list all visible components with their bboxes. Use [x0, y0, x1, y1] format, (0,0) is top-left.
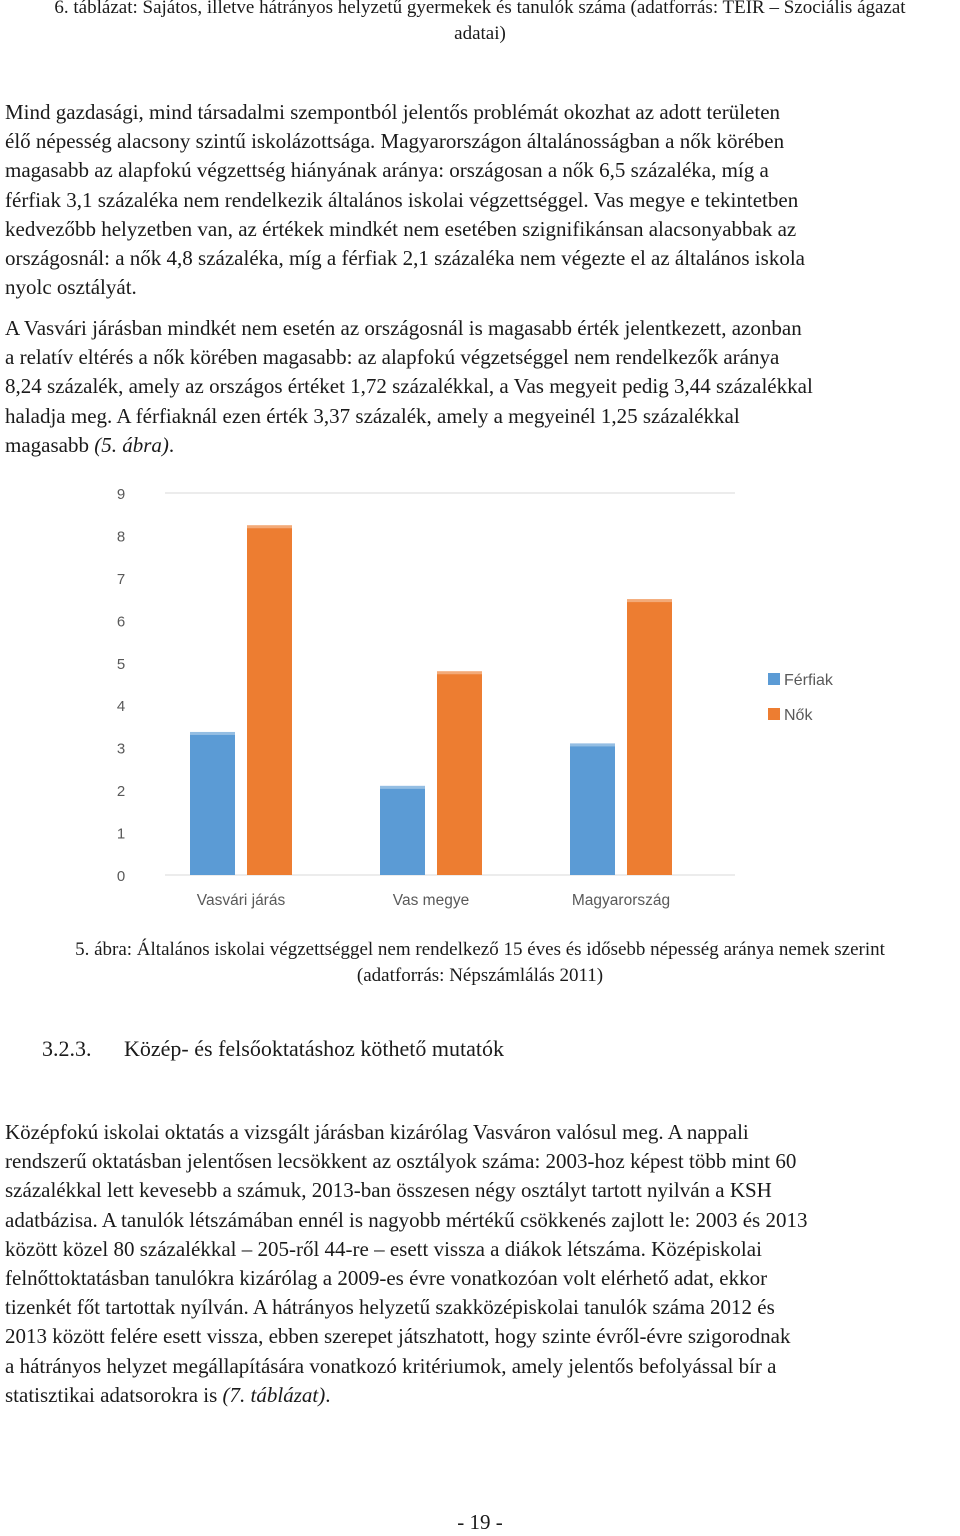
- paragraph-text: statisztikai adatsorokra is: [5, 1382, 223, 1407]
- y-tick-label: 0: [116, 868, 126, 885]
- paragraph-line: Mind gazdasági, mind társadalmi szempontból jelentős problémát okozhat az adott területen: [5, 100, 781, 124]
- section-heading: [42, 1034, 504, 1064]
- paragraph-secondary-education: [5, 1118, 955, 1410]
- section-number: 3.2.3.: [42, 1036, 92, 1061]
- paragraph-line: [5, 431, 955, 460]
- paragraph-line: adatbázisa. A tanulók létszámában ennél is nagyobb mértékű csökkenés zajlott le: 2003 és 2013: [5, 1207, 808, 1232]
- y-tick-label: 1: [116, 825, 126, 843]
- bar-top-highlight: [437, 671, 482, 674]
- legend-swatch: [768, 673, 780, 685]
- bar-top-highlight: [570, 743, 615, 746]
- paragraph-line: 8,24 százalék, amely az országos értéket 1,72 százalékkal, a Vas megyeit pedig 3,44 százalékkal: [5, 374, 813, 399]
- paragraph-line: magasabb az alapfokú végzettség hiányának aránya: országosan a nők 6,5 százaléka, míg a: [5, 158, 769, 183]
- y-tick-label: 7: [116, 570, 126, 588]
- paragraph-line: haladja meg. A férfiaknál ezen érték 3,37 százalék, amely a megyeinél 1,25 százalékkal: [5, 403, 740, 428]
- paragraph-line: tizenkét főt tartottak nyílván. A hátrányos helyzetű szakközépiskolai tanulók száma 2012 és: [5, 1295, 775, 1320]
- paragraph-line: felnőttoktatásban tanulókra kizárólag a 2009-es évre vonatkozóan volt elérhető adat, ekkor: [5, 1266, 768, 1291]
- figure-caption-line-1: 5. ábra: Általános iskolai végzettséggel nem rendelkező 15 éves és idősebb népesség aránya nemek szerint: [75, 939, 885, 960]
- paragraph-line: Középfokú iskolai oktatás a vizsgált járásban kizárólag Vasváron valósul meg. A nappali: [5, 1120, 749, 1144]
- paragraph-line: [5, 1381, 955, 1410]
- paragraph-line: kedvezőbb helyzetben van, az értékek mindkét nem esetében szignifikánsan alacsonyabbak az: [5, 216, 797, 241]
- chart-legend: [768, 672, 834, 724]
- paragraph-line: a hátrányos helyzet megállapítására vonatkozó kritériumok, amely jelentős befolyással bír a: [5, 1353, 777, 1378]
- bar-f-rfiak-1: [380, 786, 425, 875]
- y-tick-label: 9: [116, 486, 126, 503]
- bar-chart: [0, 470, 960, 920]
- table-reference-link[interactable]: (7. táblázat): [222, 1382, 326, 1407]
- y-tick-label: 8: [116, 528, 126, 546]
- y-tick-label: 5: [116, 655, 126, 673]
- x-tick-label: Magyarország: [571, 892, 671, 909]
- paragraph-line: között közel 80 százalékkal – 205-ről 44-re – esett vissza a diákok létszáma. Középiskolai: [5, 1236, 762, 1261]
- bar-top-highlight: [247, 525, 292, 528]
- table-caption-line-2: adatai): [454, 23, 506, 44]
- table-caption: [0, 0, 960, 47]
- y-tick-label: 2: [116, 783, 126, 801]
- x-axis: [197, 892, 670, 909]
- legend-label: Nők: [784, 707, 813, 724]
- bar-top-highlight: [190, 732, 235, 735]
- chart-bars: [190, 525, 672, 875]
- paragraph-line: a relatív eltérés a nők körében magasabb: az alapfokú végzetséggel nem rendelkezők aránya: [5, 345, 780, 370]
- page-number: - 19 -: [457, 1510, 503, 1534]
- bar-n-k-0: [247, 525, 292, 875]
- figure-caption-line-2: (adatforrás: Népszámlálás 2011): [356, 965, 604, 986]
- y-tick-label: 3: [116, 740, 126, 758]
- paragraph-line: A Vasvári járásban mindkét nem esetén az országosnál is magasabb érték jelentkezett, azonban: [5, 316, 802, 340]
- section-title: Közép- és felsőoktatáshoz köthető mutatók: [124, 1036, 505, 1061]
- paragraph-line: élő népesség alacsony szintű iskolázottsága. Magyarországon általánosságban a nők körében: [5, 129, 785, 154]
- paragraph-line: rendszerű oktatásban jelentősen lecsökkent az osztályok száma: 2003-hoz képest több mint 60: [5, 1149, 797, 1174]
- paragraph-line: százalékkal lett kevesebb a számuk, 2013-ban összesen négy osztályt tartott nyilván a KSH: [5, 1178, 772, 1203]
- figure-caption: [0, 937, 960, 989]
- bar-n-k-2: [627, 599, 672, 875]
- bar-top-highlight: [380, 786, 425, 789]
- paragraph-line: 2013 között felére esett vissza, ebben szerepet játszhatott, hogy szinte évről-évre szigorodnak: [5, 1324, 791, 1349]
- legend-label: Férfiak: [784, 672, 833, 689]
- paragraph-text: .: [168, 432, 175, 457]
- paragraph-line: országosnál: a nők 4,8 százaléka, míg a férfiak 2,1 százaléka nem végezte el az általános iskola: [5, 246, 805, 271]
- bar-f-rfiak-0: [190, 732, 235, 875]
- x-tick-label: Vasvári járás: [196, 892, 286, 909]
- x-tick-label: Vas megye: [392, 892, 470, 909]
- paragraph-vasvar-district: [5, 314, 955, 460]
- table-caption-line-1: 6. táblázat: Sajátos, illetve hátrányos helyzetű gyermekek és tanulók száma (adatforrás: TEIR – Szociális ágazat: [54, 0, 906, 18]
- y-tick-label: 6: [116, 613, 126, 631]
- bar-f-rfiak-2: [570, 743, 615, 875]
- paragraph-line: férfiak 3,1 százaléka nem rendelkezik általános iskolai végzettséggel. Vas megye e tekintetben: [5, 187, 799, 212]
- figure-reference-link[interactable]: (5. ábra): [94, 432, 169, 457]
- paragraph-line: nyolc osztályát.: [5, 275, 137, 300]
- paragraph-text: .: [325, 1382, 331, 1407]
- legend-swatch: [768, 708, 780, 720]
- paragraph-education-level: [5, 98, 955, 302]
- bar-top-highlight: [627, 599, 672, 602]
- bar-n-k-1: [437, 671, 482, 875]
- paragraph-text: magasabb: [5, 432, 95, 457]
- y-tick-label: 4: [116, 698, 126, 716]
- y-axis: [117, 486, 125, 885]
